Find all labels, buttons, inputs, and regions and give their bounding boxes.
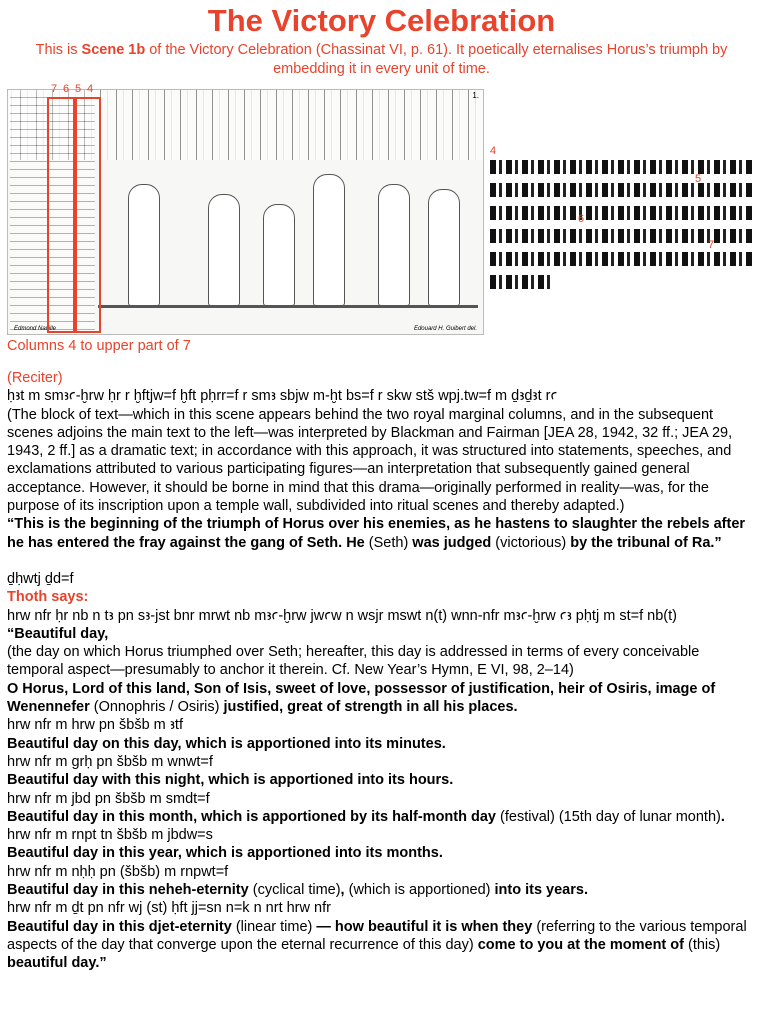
transliteration: hrw nfr m grḥ pn šbšb m wnwt=f: [7, 753, 213, 770]
spacer: [7, 552, 755, 570]
figure-caption: Columns 4 to upper part of 7: [7, 338, 191, 354]
translation-gloss: (Seth): [368, 534, 413, 551]
transliteration: hrw nfr m rnpt tn šbšb m jbdw=s: [7, 827, 213, 844]
translation-gloss: (linear time): [235, 918, 317, 935]
hieroglyph-column-number: 6: [578, 213, 585, 225]
transliteration: hrw nfr m nḥḥ pn (šbšb) m rnpwt=f: [7, 863, 229, 880]
translation-bold: “This is the beginning of the triumph of Horus over his enemies, as he hastens to slaughter the rebels after he has entered the fray against the gang of Seth. He: [7, 516, 746, 551]
plate-number: 1.: [472, 91, 479, 100]
translation-gloss: (cyclical time): [252, 882, 341, 899]
commentary-note: (the day on which Horus triumphed over Seth; hereafter, this day is addressed in terms of every conceivable temporal aspect—presumably to anchor it therein. Cf. New Year’s Hymn, E VI, 98, 2–14): [7, 644, 700, 679]
relief-figure: [428, 189, 460, 306]
translation-bold: by the tribunal of Ra.”: [570, 534, 722, 551]
commentary-note: (The block of text—which in this scene appears behind the two royal marginal columns, and in the subsequent scenes adjoins the main text to the left—was interpreted by Blackman and Fairman [JEA 28, 1942, 32 ff.; JEA 29, 1943, 2 ff.] as a dramatic text; in accordance with this approach, it was structured into statements, speeches, and exclamations attributed to various participating figures—an interpretation that subsequently gained general acceptance. However, it should be borne in mind that this drama—originally performed in reality—was, for the purpose of its inscription upon a temple wall, subdivided into ritual scenes and thereby adapted.): [7, 406, 733, 515]
transliteration: hrw nfr m ḏt pn nfr wj (st) ḥft jj=sn n=k n nrt hrw nfr: [7, 900, 331, 917]
hieroglyph-column-number: 7: [708, 239, 715, 251]
translation-bold: into its years.: [494, 882, 588, 899]
translation: [7, 515, 755, 552]
translation-bold: — how beautiful it is when they: [316, 918, 537, 935]
translation-gloss: (this): [688, 936, 721, 953]
translation: “Beautiful day,: [7, 625, 109, 642]
hieroglyph-line: [490, 252, 755, 266]
translation-gloss: (which is apportioned): [348, 882, 495, 899]
speaker-label: (Reciter): [7, 370, 63, 386]
column-number: 7: [51, 83, 58, 95]
hieroglyph-line: [490, 206, 755, 220]
hieroglyph-column-number: 5: [695, 173, 702, 185]
plate-credit: Edouard H. Guibert del.: [413, 326, 477, 332]
translation-gloss: (festival) (15th day of lunar month): [500, 808, 721, 825]
relief-figure: [313, 174, 345, 306]
column-highlight-box: [73, 97, 101, 333]
hieroglyph-transcription: [490, 145, 755, 298]
translation: [7, 808, 755, 826]
transliteration: ḥꜣt m smꜣꜥ-ḫrw ḥr r ḫftjw=f ḫft pḥrr=f r smꜣ sbjw m-ḫt bs=f r skw stš wpj.tw=f m ḏꜣḏꜣt rꜥ: [7, 388, 558, 405]
relief-figure: [208, 194, 240, 306]
relief-figure: [378, 184, 410, 306]
subtitle-text: of the Victory Celebration (Chassinat VI, p. 61). It poetically eternalises Horus’s triumph by embedding it in every unit of time.: [145, 42, 728, 77]
translation: Beautiful day in this year, which is apportioned into its months.: [7, 845, 443, 862]
hieroglyph-line: [490, 183, 755, 197]
page-title: The Victory Celebration: [207, 3, 556, 38]
translation-bold: ,: [340, 882, 349, 899]
translation-bold: .: [720, 808, 725, 825]
relief-figure: [128, 184, 160, 306]
main-content: [7, 369, 755, 973]
translation-bold: Beautiful day in this djet-eternity: [7, 918, 236, 935]
translation-gloss: (Onnophris / Osiris): [93, 699, 224, 716]
hieroglyph-column-number: 4: [490, 145, 497, 157]
translation-gloss: (victorious): [495, 534, 571, 551]
scene-label: Scene 1b: [81, 42, 146, 58]
translation: Beautiful day with this night, which is apportioned into its hours.: [7, 772, 454, 789]
speaker-label: Thoth says:: [7, 589, 89, 606]
column-number: 5: [75, 83, 82, 95]
translation: [7, 881, 755, 899]
plate-credit: Edmond Naville: [14, 326, 57, 332]
subtitle-text: This is: [35, 42, 82, 58]
translation: [7, 918, 755, 973]
translation-bold: come to you at the moment of: [477, 936, 688, 953]
translation: Beautiful day on this day, which is apportioned into its minutes.: [7, 735, 446, 752]
figure-row: [0, 83, 763, 337]
transliteration: ḏḥwtj ḏd=f: [7, 570, 74, 587]
transliteration: hrw nfr m jbd pn šbšb m smdt=f: [7, 790, 210, 807]
translation-bold: O Horus, Lord of this land, Son of Isis, sweet of love, possessor of justification, heir of Osiris, image of Wenennefer: [7, 680, 716, 716]
relief-figure: [263, 204, 295, 306]
translation-bold: Beautiful day in this month, which is apportioned by its half-month day: [7, 808, 501, 825]
hieroglyph-line: [490, 160, 755, 174]
translation-gloss: (referring to the various temporal aspects of the day that converge upon the eternal recurrence of this day): [7, 918, 747, 953]
transliteration: hrw nfr m hrw pn šbšb m ꜣtf: [7, 717, 183, 734]
relief-baseline: [98, 305, 478, 308]
translation: [7, 680, 755, 717]
translation-bold: Beautiful day in this neheh-eternity: [7, 882, 253, 899]
translation-bold: justified, great of strength in all his places.: [223, 699, 518, 716]
translation-bold: beautiful day.”: [7, 955, 107, 972]
column-number: 4: [87, 83, 94, 95]
translation-bold: was judged: [412, 534, 496, 551]
hieroglyph-line: [490, 229, 755, 243]
hieroglyph-line: [490, 275, 550, 289]
transliteration: hrw nfr ḥr nb n tꜣ pn sꜣ-jst bnr mrwt nb mꜣꜥ-ḫrw jwꜥw n wsjr mswt n(t) wnn-nfr mꜣꜥ-ḫrw ꜥꜣ pḥtj m st=f nb(t): [7, 607, 677, 624]
page-subtitle: [20, 41, 743, 79]
column-number: 6: [63, 83, 70, 95]
